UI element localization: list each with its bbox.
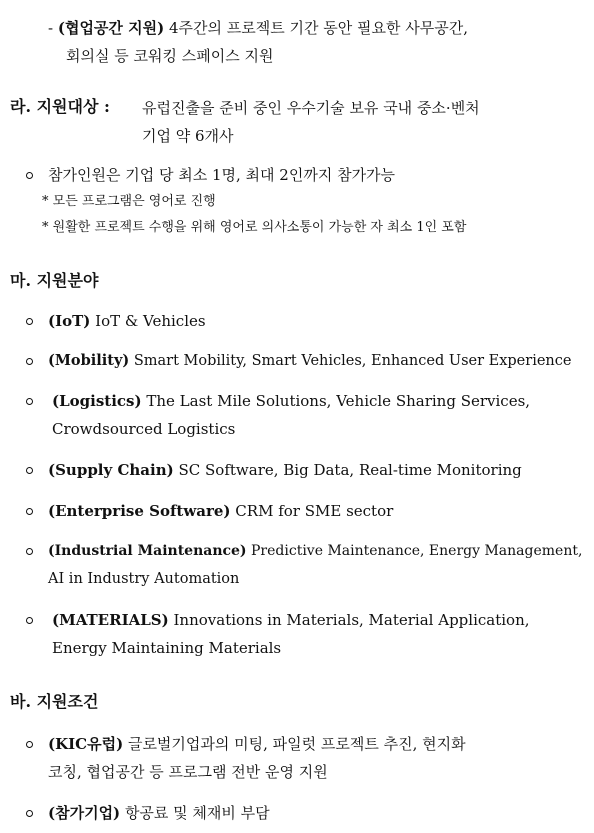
intro-label: (협업공간 지원): [57, 19, 165, 37]
condition-item-participant: [48, 803, 270, 823]
field-item-logistics: [52, 391, 530, 411]
field-item-mobility: [48, 351, 571, 371]
fields-heading: 마. 지원분야: [10, 271, 99, 290]
field-text: The Last Mile Solutions, Vehicle Sharing Services,: [146, 392, 531, 410]
bullet-circle: [26, 617, 33, 624]
intro-line-2: 회의실 등 코워킹 스페이스 지원: [66, 47, 274, 65]
bullet-circle: [26, 741, 33, 748]
condition-item-kic-cont: 코칭, 협업공간 등 프로그램 전반 운영 지원: [48, 763, 328, 781]
intro-text: 4주간의 프로젝트 기간 동안 필요한 사무공간,: [169, 19, 468, 37]
field-item-supply-chain: [48, 460, 522, 480]
bullet-circle: [26, 358, 33, 365]
condition-text: 항공료 및 체재비 부담: [124, 804, 270, 822]
conditions-heading: 바. 지원조건: [10, 692, 99, 711]
bullet-circle: [26, 508, 33, 515]
field-label: (Enterprise Software): [48, 502, 231, 520]
field-label: (Industrial Maintenance): [48, 543, 247, 559]
field-text: CRM for SME sector: [235, 502, 394, 520]
intro-dash: -: [48, 19, 54, 37]
bullet-circle: [26, 318, 33, 325]
condition-text: 글로벌기업과의 미팅, 파일럿 프로젝트 추진, 현지화: [127, 735, 466, 753]
field-text: SC Software, Big Data, Real-time Monitoring: [178, 461, 522, 479]
bullet-circle: [26, 810, 33, 817]
field-label: (Logistics): [52, 392, 142, 410]
bullet-circle: [26, 467, 33, 474]
field-item-industrial: [48, 541, 582, 561]
field-item-iot: [48, 311, 206, 331]
field-item-logistics-cont: Crowdsourced Logistics: [52, 420, 236, 438]
field-item-enterprise: [48, 501, 393, 521]
condition-item-kic: [48, 734, 466, 754]
condition-label: (참가기업): [48, 804, 121, 822]
field-text: Innovations in Materials, Material Application,: [173, 611, 530, 629]
target-line-2: 기업 약 6개사: [142, 127, 234, 145]
condition-label: (KIC유럽): [48, 735, 124, 753]
field-item-materials: [52, 610, 530, 630]
field-label: (IoT): [48, 312, 91, 330]
field-item-industrial-cont: AI in Industry Automation: [48, 571, 240, 587]
bullet-circle: [26, 172, 33, 179]
target-line-1: 유럽진출을 준비 중인 우수기술 보유 국내 중소·벤처: [142, 99, 480, 117]
target-heading: 라. 지원대상 :: [10, 97, 110, 116]
intro-line-1: [48, 18, 468, 38]
target-bullet: 참가인원은 기업 당 최소 1명, 최대 2인까지 참가가능: [48, 166, 396, 184]
bullet-circle: [26, 548, 33, 555]
target-note-1: * 모든 프로그램은 영어로 진행: [42, 194, 216, 209]
field-label: (Mobility): [48, 352, 130, 369]
field-text: Predictive Maintenance, Energy Management,: [251, 543, 583, 559]
bullet-circle: [26, 398, 33, 405]
field-text: IoT & Vehicles: [95, 312, 206, 330]
field-item-materials-cont: Energy Maintaining Materials: [52, 639, 282, 657]
field-text: Smart Mobility, Smart Vehicles, Enhanced User Experience: [133, 353, 572, 369]
target-note-2: * 원활한 프로젝트 수행을 위해 영어로 의사소통이 가능한 자 최소 1인 포함: [42, 220, 467, 235]
field-label: (MATERIALS): [52, 611, 169, 629]
field-label: (Supply Chain): [48, 461, 174, 479]
